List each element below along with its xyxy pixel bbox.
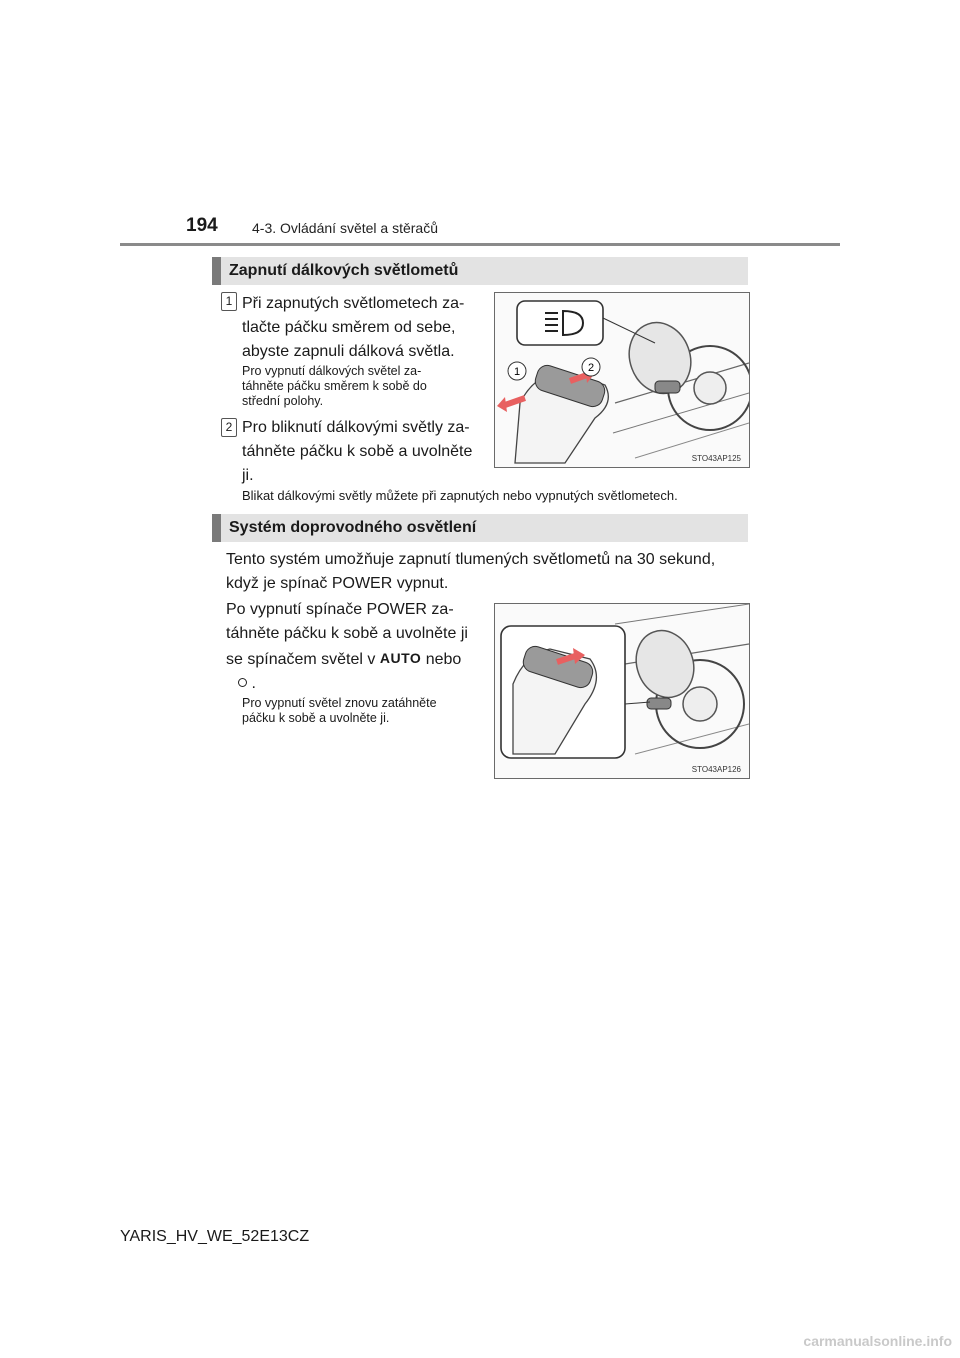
document-code: YARIS_HV_WE_52E13CZ — [120, 1228, 310, 1245]
page-number: 194 — [186, 215, 218, 236]
section-title: 4-3. Ovládání světel a stěračů — [252, 220, 438, 236]
step2-text — [242, 416, 488, 488]
intro-line2: když je spínač POWER vypnut. — [226, 575, 449, 592]
step-badge-2: 2 — [221, 418, 237, 437]
indicator-box — [517, 301, 603, 345]
figure-code-2: STO43AP126 — [691, 765, 741, 774]
header-rule — [120, 243, 840, 246]
figure-lever-pull — [494, 603, 750, 779]
step1-note-line3: střední polohy. — [242, 394, 324, 408]
auto-symbol-icon: AUTO — [379, 650, 422, 666]
para-line1: Po vypnutí spínače POWER za- — [226, 601, 454, 618]
section2-note-line1: Pro vypnutí světel znovu zatáhněte — [242, 696, 437, 710]
step1-line3: abyste zapnuli dálková světla. — [242, 343, 455, 360]
para-line3 — [226, 646, 476, 672]
section2-intro — [226, 548, 748, 596]
watermark: carmanualsonline.info — [803, 1333, 952, 1349]
step2-line2: táhněte páčku k sobě a uvolněte — [242, 443, 473, 460]
step1-line1: Při zapnutých světlometech za- — [242, 295, 465, 312]
figure-high-beam-lever — [494, 292, 750, 468]
step1-note-line2: táhněte páčku směrem k sobě do — [242, 379, 427, 393]
step1-text — [242, 292, 486, 364]
heading-high-beams: Zapnutí dálkových světlometů — [212, 257, 748, 285]
section2-note — [242, 696, 486, 726]
callout-2: 2 — [587, 362, 595, 374]
figure-code-1: STO43AP125 — [691, 454, 741, 463]
section2-note-line2: páčku k sobě a uvolněte ji. — [242, 711, 390, 725]
step2-line3: ji. — [242, 467, 254, 484]
heading-follow-me-home: Systém doprovodného osvětlení — [212, 514, 748, 542]
para-line2: táhněte páčku k sobě a uvolněte ji — [226, 625, 468, 642]
para-line4-period: . — [251, 675, 256, 692]
headlight-off-icon — [238, 678, 247, 687]
callout-1: 1 — [513, 366, 521, 378]
step2-line1: Pro bliknutí dálkovými světly za- — [242, 419, 470, 436]
step1-line2: tlačte páčku směrem od sebe, — [242, 319, 456, 336]
para-line4 — [226, 672, 476, 696]
flash-note: Blikat dálkovými světly můžete při zapnutých nebo vypnutých světlometech. — [242, 488, 678, 503]
step1-note-line1: Pro vypnutí dálkových světel za- — [242, 364, 422, 378]
para-line3-prefix: se spínačem světel v — [226, 651, 376, 668]
intro-line1: Tento systém umožňuje zapnutí tlumených světlometů na 30 sekund, — [226, 551, 716, 568]
section2-paragraph — [226, 598, 476, 696]
step1-note — [242, 364, 486, 409]
para-line3-suffix: nebo — [425, 651, 462, 668]
step-badge-1: 1 — [221, 292, 237, 311]
